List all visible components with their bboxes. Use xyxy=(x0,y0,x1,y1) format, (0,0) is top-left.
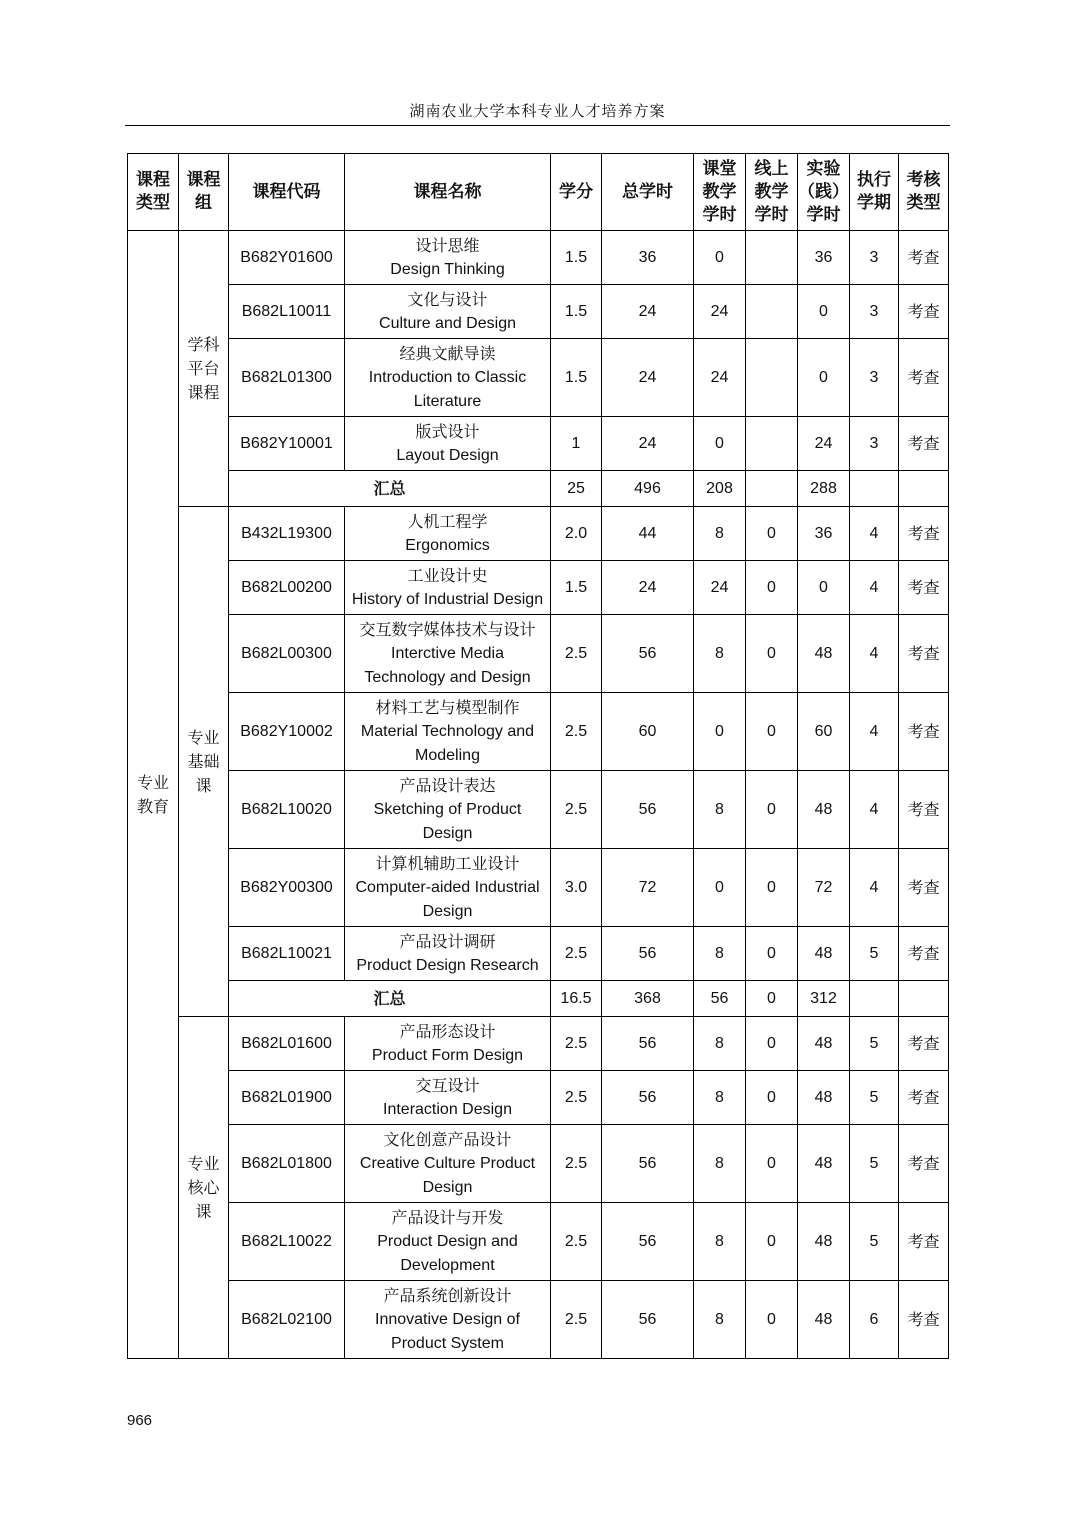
course-code-cell: B682L01600 xyxy=(229,1017,345,1071)
course-name-zh: 计算机辅助工业设计 xyxy=(375,853,520,873)
total-hours-cell: 56 xyxy=(602,1125,694,1203)
lab-hours-cell: 24 xyxy=(798,417,850,471)
lab-hours-cell: 48 xyxy=(798,615,850,693)
table-row xyxy=(128,1125,949,1203)
col-header-total-hours: 总学时 xyxy=(602,154,694,231)
course-name-zh: 产品设计调研 xyxy=(399,931,496,951)
course-name-cell xyxy=(345,285,551,339)
course-name-en: Product Design Research xyxy=(356,956,539,974)
semester-cell: 4 xyxy=(850,615,899,693)
course-name-cell xyxy=(345,1071,551,1125)
semester-cell: 4 xyxy=(850,561,899,615)
course-name-zh: 产品设计与开发 xyxy=(391,1207,504,1227)
course-name-cell xyxy=(345,1203,551,1281)
assessment-cell: 考查 xyxy=(899,231,949,285)
class-hours-cell: 8 xyxy=(694,507,746,561)
total-hours-cell: 56 xyxy=(602,1071,694,1125)
col-header-online-hours: 线上 教学 学时 xyxy=(746,154,798,231)
assessment-cell: 考查 xyxy=(899,507,949,561)
summary-label: 汇总 xyxy=(229,981,551,1017)
summary-assessment xyxy=(899,981,949,1017)
summary-credits: 16.5 xyxy=(551,981,602,1017)
course-name-zh: 工业设计史 xyxy=(407,565,488,585)
lab-hours-cell: 72 xyxy=(798,849,850,927)
semester-cell: 5 xyxy=(850,927,899,981)
course-name-zh: 文化创意产品设计 xyxy=(383,1129,512,1149)
course-name-zh: 交互数字媒体技术与设计 xyxy=(359,619,536,639)
summary-class-hours: 208 xyxy=(694,471,746,507)
summary-online-hours xyxy=(746,471,798,507)
table-header xyxy=(128,154,949,231)
course-group-cell: 学科 平台 课程 xyxy=(179,231,229,507)
online-hours-cell xyxy=(746,417,798,471)
assessment-cell: 考查 xyxy=(899,615,949,693)
total-hours-cell: 56 xyxy=(602,927,694,981)
course-code-cell: B682Y10001 xyxy=(229,417,345,471)
course-name-cell xyxy=(345,1125,551,1203)
table-row xyxy=(128,417,949,471)
total-hours-cell: 60 xyxy=(602,693,694,771)
course-name-en: Interaction Design xyxy=(383,1100,512,1118)
course-code-cell: B682L01800 xyxy=(229,1125,345,1203)
total-hours-cell: 56 xyxy=(602,771,694,849)
course-name-en: Layout Design xyxy=(396,446,499,464)
semester-cell: 5 xyxy=(850,1071,899,1125)
course-name-zh: 经典文献导读 xyxy=(399,343,496,363)
assessment-cell: 考查 xyxy=(899,693,949,771)
lab-hours-cell: 0 xyxy=(798,285,850,339)
class-hours-cell: 24 xyxy=(694,285,746,339)
online-hours-cell: 0 xyxy=(746,1017,798,1071)
online-hours-cell: 0 xyxy=(746,849,798,927)
summary-semester xyxy=(850,471,899,507)
class-hours-cell: 24 xyxy=(694,339,746,417)
credits-cell: 2.5 xyxy=(551,1125,602,1203)
course-name-en: Computer-aided Industrial Design xyxy=(355,878,540,920)
assessment-cell: 考查 xyxy=(899,417,949,471)
assessment-cell: 考查 xyxy=(899,1017,949,1071)
summary-assessment xyxy=(899,471,949,507)
assessment-cell: 考查 xyxy=(899,927,949,981)
summary-lab-hours: 312 xyxy=(798,981,850,1017)
total-hours-cell: 44 xyxy=(602,507,694,561)
lab-hours-cell: 48 xyxy=(798,927,850,981)
header-divider xyxy=(125,125,950,126)
course-code-cell: B682L10011 xyxy=(229,285,345,339)
table-row xyxy=(128,771,949,849)
class-hours-cell: 8 xyxy=(694,771,746,849)
class-hours-cell: 0 xyxy=(694,693,746,771)
table-row xyxy=(128,285,949,339)
class-hours-cell: 24 xyxy=(694,561,746,615)
credits-cell: 1 xyxy=(551,417,602,471)
col-header-code: 课程代码 xyxy=(229,154,345,231)
lab-hours-cell: 36 xyxy=(798,507,850,561)
course-name-en: Introduction to Classic Literature xyxy=(368,368,527,410)
total-hours-cell: 24 xyxy=(602,561,694,615)
col-header-lab-hours: 实验 （践） 学时 xyxy=(798,154,850,231)
semester-cell: 4 xyxy=(850,771,899,849)
credits-cell: 2.5 xyxy=(551,1071,602,1125)
course-code-cell: B682Y01600 xyxy=(229,231,345,285)
table-row xyxy=(128,1281,949,1359)
course-name-en: History of Industrial Design xyxy=(351,590,544,608)
credits-cell: 1.5 xyxy=(551,339,602,417)
course-name-cell xyxy=(345,927,551,981)
credits-cell: 3.0 xyxy=(551,849,602,927)
col-header-course-type: 课程 类型 xyxy=(128,154,179,231)
class-hours-cell: 8 xyxy=(694,1071,746,1125)
course-name-en: Product Design and Development xyxy=(377,1232,518,1274)
class-hours-cell: 0 xyxy=(694,849,746,927)
semester-cell: 3 xyxy=(850,231,899,285)
online-hours-cell: 0 xyxy=(746,927,798,981)
total-hours-cell: 36 xyxy=(602,231,694,285)
table-row xyxy=(128,1203,949,1281)
online-hours-cell: 0 xyxy=(746,507,798,561)
class-hours-cell: 8 xyxy=(694,1125,746,1203)
course-name-zh: 交互设计 xyxy=(415,1075,480,1095)
table-body xyxy=(128,231,949,1359)
course-table xyxy=(127,153,949,1359)
class-hours-cell: 8 xyxy=(694,1203,746,1281)
summary-row xyxy=(128,981,949,1017)
assessment-cell: 考查 xyxy=(899,285,949,339)
course-name-en: Product Form Design xyxy=(371,1046,524,1064)
col-header-assessment: 考核 类型 xyxy=(899,154,949,231)
lab-hours-cell: 48 xyxy=(798,771,850,849)
col-header-semester: 执行 学期 xyxy=(850,154,899,231)
course-code-cell: B682L10022 xyxy=(229,1203,345,1281)
table-row xyxy=(128,231,949,285)
semester-cell: 4 xyxy=(850,693,899,771)
course-name-en: Material Technology and Modeling xyxy=(360,722,535,764)
online-hours-cell: 0 xyxy=(746,1125,798,1203)
course-name-zh: 产品设计表达 xyxy=(399,775,496,795)
total-hours-cell: 72 xyxy=(602,849,694,927)
course-code-cell: B682L01300 xyxy=(229,339,345,417)
assessment-cell: 考查 xyxy=(899,771,949,849)
total-hours-cell: 56 xyxy=(602,1203,694,1281)
course-code-cell: B682L00200 xyxy=(229,561,345,615)
course-name-en: Creative Culture Product Design xyxy=(359,1154,536,1196)
course-name-zh: 文化与设计 xyxy=(407,289,488,309)
course-name-zh: 人机工程学 xyxy=(407,511,488,531)
summary-total-hours: 368 xyxy=(602,981,694,1017)
online-hours-cell: 0 xyxy=(746,693,798,771)
lab-hours-cell: 0 xyxy=(798,339,850,417)
semester-cell: 4 xyxy=(850,849,899,927)
course-name-en: Ergonomics xyxy=(405,536,490,554)
semester-cell: 5 xyxy=(850,1017,899,1071)
table-row xyxy=(128,507,949,561)
semester-cell: 4 xyxy=(850,507,899,561)
summary-total-hours: 496 xyxy=(602,471,694,507)
online-hours-cell: 0 xyxy=(746,771,798,849)
course-type-cell: 专业 教育 xyxy=(128,231,179,1359)
assessment-cell: 考查 xyxy=(899,339,949,417)
course-name-en: Culture and Design xyxy=(379,314,516,332)
assessment-cell: 考查 xyxy=(899,1071,949,1125)
total-hours-cell: 56 xyxy=(602,1017,694,1071)
credits-cell: 2.5 xyxy=(551,1281,602,1359)
semester-cell: 3 xyxy=(850,417,899,471)
online-hours-cell xyxy=(746,231,798,285)
table-row xyxy=(128,1017,949,1071)
online-hours-cell: 0 xyxy=(746,561,798,615)
page-header-title: 湖南农业大学本科专业人才培养方案 xyxy=(409,102,666,120)
course-name-en: Sketching of Product Design xyxy=(373,800,522,842)
total-hours-cell: 24 xyxy=(602,339,694,417)
credits-cell: 1.5 xyxy=(551,285,602,339)
lab-hours-cell: 48 xyxy=(798,1071,850,1125)
course-code-cell: B682L02100 xyxy=(229,1281,345,1359)
assessment-cell: 考查 xyxy=(899,1281,949,1359)
class-hours-cell: 0 xyxy=(694,417,746,471)
semester-cell: 5 xyxy=(850,1203,899,1281)
online-hours-cell: 0 xyxy=(746,1281,798,1359)
summary-online-hours: 0 xyxy=(746,981,798,1017)
lab-hours-cell: 48 xyxy=(798,1203,850,1281)
course-name-zh: 设计思维 xyxy=(415,235,480,255)
class-hours-cell: 8 xyxy=(694,1281,746,1359)
course-name-cell xyxy=(345,417,551,471)
semester-cell: 5 xyxy=(850,1125,899,1203)
course-name-zh: 版式设计 xyxy=(415,421,480,441)
lab-hours-cell: 36 xyxy=(798,231,850,285)
course-name-cell xyxy=(345,849,551,927)
semester-cell: 3 xyxy=(850,285,899,339)
table-row xyxy=(128,615,949,693)
course-code-cell: B682L00300 xyxy=(229,615,345,693)
header-row xyxy=(128,154,949,231)
course-name-en: Innovative Design of Product System xyxy=(375,1310,520,1352)
table-row xyxy=(128,693,949,771)
total-hours-cell: 56 xyxy=(602,615,694,693)
class-hours-cell: 0 xyxy=(694,231,746,285)
online-hours-cell xyxy=(746,339,798,417)
col-header-course-group: 课程 组 xyxy=(179,154,229,231)
class-hours-cell: 8 xyxy=(694,927,746,981)
course-name-zh: 产品形态设计 xyxy=(399,1021,496,1041)
assessment-cell: 考查 xyxy=(899,1125,949,1203)
online-hours-cell xyxy=(746,285,798,339)
credits-cell: 2.0 xyxy=(551,507,602,561)
online-hours-cell: 0 xyxy=(746,615,798,693)
credits-cell: 2.5 xyxy=(551,615,602,693)
course-name-en: Design Thinking xyxy=(390,260,505,278)
course-name-cell xyxy=(345,1017,551,1071)
credits-cell: 2.5 xyxy=(551,1017,602,1071)
course-code-cell: B682L10020 xyxy=(229,771,345,849)
course-name-cell xyxy=(345,339,551,417)
table-row xyxy=(128,849,949,927)
total-hours-cell: 24 xyxy=(602,417,694,471)
semester-cell: 6 xyxy=(850,1281,899,1359)
lab-hours-cell: 48 xyxy=(798,1125,850,1203)
course-code-cell: B682L01900 xyxy=(229,1071,345,1125)
course-name-cell xyxy=(345,1281,551,1359)
course-name-cell xyxy=(345,771,551,849)
semester-cell: 3 xyxy=(850,339,899,417)
course-name-en: Interctive Media Technology and Design xyxy=(364,644,531,686)
course-name-cell xyxy=(345,693,551,771)
assessment-cell: 考查 xyxy=(899,1203,949,1281)
lab-hours-cell: 48 xyxy=(798,1017,850,1071)
credits-cell: 2.5 xyxy=(551,1203,602,1281)
online-hours-cell: 0 xyxy=(746,1203,798,1281)
summary-label: 汇总 xyxy=(229,471,551,507)
course-name-cell xyxy=(345,507,551,561)
col-header-name: 课程名称 xyxy=(345,154,551,231)
course-name-zh: 产品系统创新设计 xyxy=(383,1285,512,1305)
page-number: 966 xyxy=(127,1412,153,1429)
course-name-zh: 材料工艺与模型制作 xyxy=(375,697,520,717)
summary-row xyxy=(128,471,949,507)
assessment-cell: 考查 xyxy=(899,561,949,615)
table-row xyxy=(128,339,949,417)
credits-cell: 2.5 xyxy=(551,693,602,771)
lab-hours-cell: 0 xyxy=(798,561,850,615)
table-row xyxy=(128,927,949,981)
course-code-cell: B682Y00300 xyxy=(229,849,345,927)
total-hours-cell: 56 xyxy=(602,1281,694,1359)
class-hours-cell: 8 xyxy=(694,615,746,693)
table-row xyxy=(128,561,949,615)
course-code-cell: B682Y10002 xyxy=(229,693,345,771)
course-name-cell xyxy=(345,561,551,615)
course-group-cell: 专业 基础 课 xyxy=(179,507,229,1017)
credits-cell: 1.5 xyxy=(551,561,602,615)
summary-semester xyxy=(850,981,899,1017)
online-hours-cell: 0 xyxy=(746,1071,798,1125)
credits-cell: 2.5 xyxy=(551,927,602,981)
summary-class-hours: 56 xyxy=(694,981,746,1017)
assessment-cell: 考查 xyxy=(899,849,949,927)
table-row xyxy=(128,1071,949,1125)
course-name-cell xyxy=(345,615,551,693)
lab-hours-cell: 48 xyxy=(798,1281,850,1359)
total-hours-cell: 24 xyxy=(602,285,694,339)
class-hours-cell: 8 xyxy=(694,1017,746,1071)
col-header-class-hours: 课堂 教学 学时 xyxy=(694,154,746,231)
course-name-cell xyxy=(345,231,551,285)
col-header-credits: 学分 xyxy=(551,154,602,231)
course-group-cell: 专业 核心 课 xyxy=(179,1017,229,1359)
course-code-cell: B432L19300 xyxy=(229,507,345,561)
summary-credits: 25 xyxy=(551,471,602,507)
lab-hours-cell: 60 xyxy=(798,693,850,771)
summary-lab-hours: 288 xyxy=(798,471,850,507)
course-code-cell: B682L10021 xyxy=(229,927,345,981)
credits-cell: 2.5 xyxy=(551,771,602,849)
credits-cell: 1.5 xyxy=(551,231,602,285)
